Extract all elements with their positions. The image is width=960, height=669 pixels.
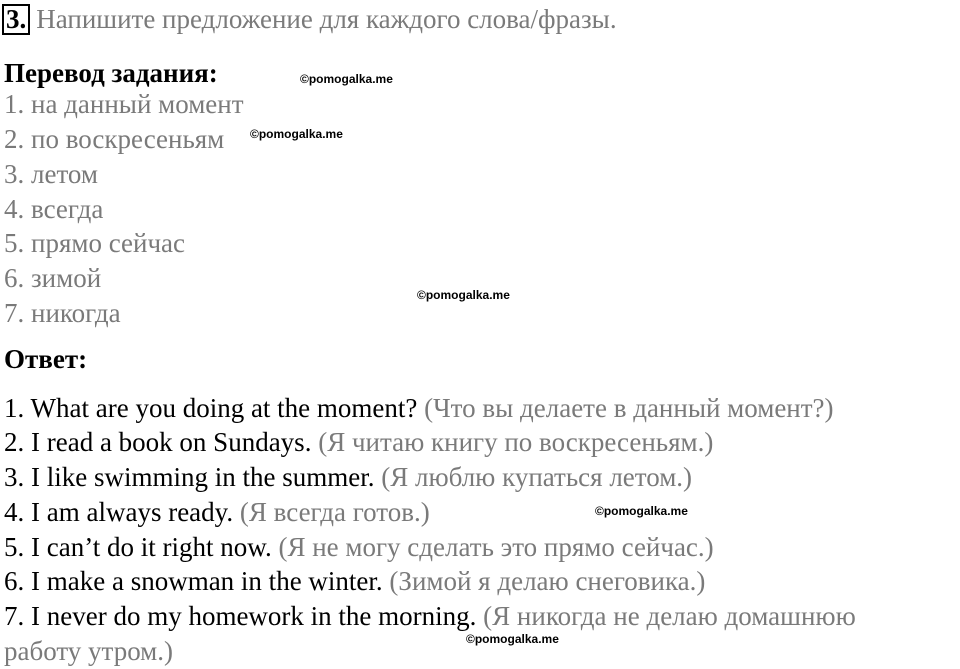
answer-english: 1. What are you doing at the moment? (4, 393, 418, 423)
answer-english: 5. I can’t do it right now. (4, 532, 272, 562)
translation-item: 3. летом (4, 159, 98, 189)
answer-item (4, 601, 856, 631)
answer-english: 6. I make a snowman in the winter. (4, 566, 383, 596)
answer-item (4, 393, 834, 423)
answer-item (4, 427, 713, 457)
task-header (2, 4, 617, 35)
watermark: ©pomogalka.me (250, 127, 343, 141)
translation-item: 4. всегда (4, 194, 104, 224)
translation-heading: Перевод задания: (4, 58, 218, 88)
translation-item: 2. по воскресеньям (4, 124, 225, 154)
translation-item: 6. зимой (4, 263, 102, 293)
answer-continuation: работу утром.) (4, 636, 174, 666)
answer-english: 2. I read a book on Sundays. (4, 427, 312, 457)
watermark: ©pomogalka.me (595, 504, 688, 518)
answer-english: 3. I like swimming in the summer. (4, 462, 375, 492)
answer-russian: (Я не могу сделать это прямо сейчас.) (278, 532, 714, 562)
translation-item: 7. никогда (4, 298, 121, 328)
answer-item (4, 532, 714, 562)
answer-russian: (Я читаю книгу по воскресеньям.) (318, 427, 714, 457)
answer-russian: (Я люблю купаться летом.) (381, 462, 693, 492)
answer-russian: (Я всегда готов.) (239, 497, 430, 527)
translation-item: 5. прямо сейчас (4, 228, 185, 258)
answer-russian: (Что вы делаете в данный момент?) (424, 393, 834, 423)
task-text: Напишите предложение для каждого слова/фразы. (36, 4, 617, 34)
answer-english: 7. I never do my homework in the morning. (4, 601, 477, 631)
translation-item: 1. на данный момент (4, 89, 244, 119)
task-number-box: 3. (2, 4, 30, 35)
answer-russian: (Я никогда не делаю домашнюю (483, 601, 856, 631)
answer-english: 4. I am always ready. (4, 497, 234, 527)
watermark: ©pomogalka.me (466, 632, 559, 646)
watermark: ©pomogalka.me (300, 72, 393, 86)
watermark: ©pomogalka.me (417, 288, 510, 302)
answer-item (4, 566, 705, 596)
answer-item (4, 497, 430, 527)
answer-russian: (Зимой я делаю снеговика.) (389, 566, 706, 596)
answer-heading: Ответ: (4, 344, 88, 374)
answer-item (4, 462, 692, 492)
